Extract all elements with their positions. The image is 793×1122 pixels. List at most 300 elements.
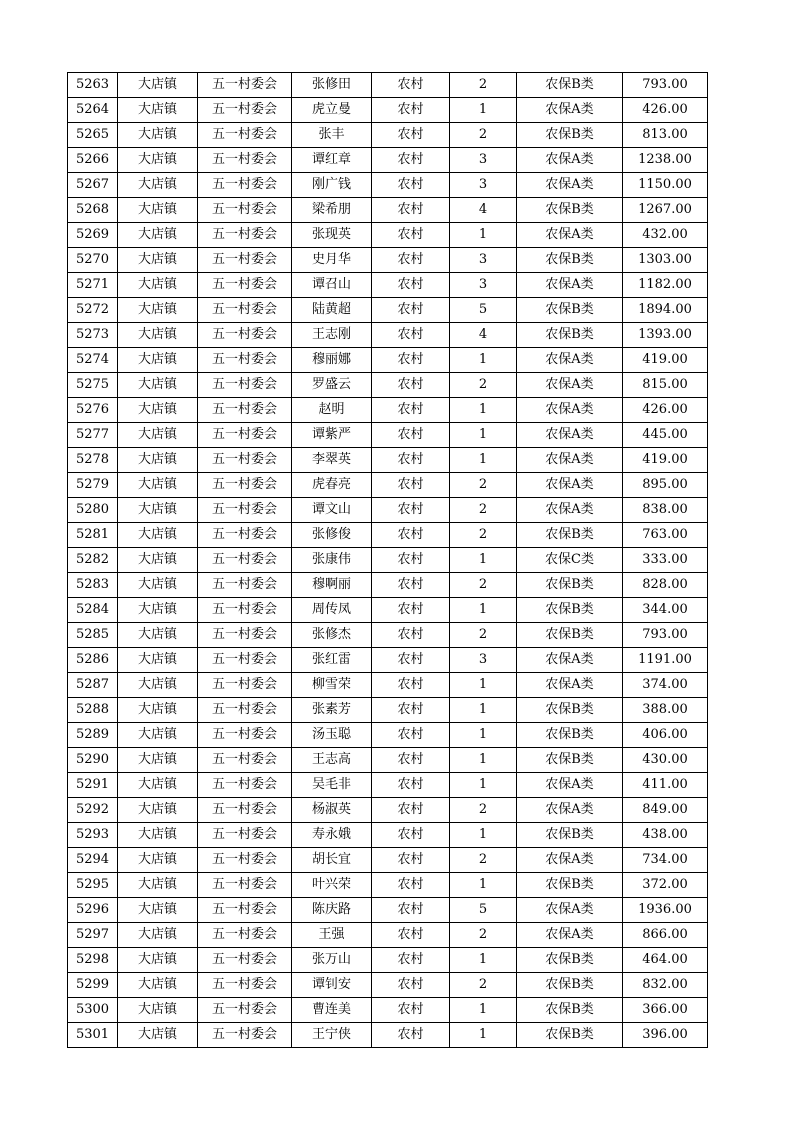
table-row bbox=[68, 673, 708, 698]
village-cell: 五一村委会 bbox=[198, 423, 292, 448]
id-cell: 5288 bbox=[68, 698, 118, 723]
id-cell: 5300 bbox=[68, 998, 118, 1023]
count-cell: 2 bbox=[450, 973, 517, 998]
id-cell: 5269 bbox=[68, 223, 118, 248]
category-cell: 农保B类 bbox=[517, 623, 623, 648]
name-cell: 谭文山 bbox=[292, 498, 372, 523]
count-cell: 3 bbox=[450, 148, 517, 173]
name-cell: 罗盛云 bbox=[292, 373, 372, 398]
village-cell: 五一村委会 bbox=[198, 998, 292, 1023]
count-cell: 2 bbox=[450, 798, 517, 823]
count-cell: 2 bbox=[450, 623, 517, 648]
type-cell: 农村 bbox=[372, 1023, 450, 1048]
village-cell: 五一村委会 bbox=[198, 498, 292, 523]
type-cell: 农村 bbox=[372, 148, 450, 173]
amount-cell: 438.00 bbox=[623, 823, 708, 848]
count-cell: 1 bbox=[450, 748, 517, 773]
amount-cell: 411.00 bbox=[623, 773, 708, 798]
count-cell: 3 bbox=[450, 273, 517, 298]
count-cell: 4 bbox=[450, 198, 517, 223]
name-cell: 张修田 bbox=[292, 73, 372, 98]
id-cell: 5289 bbox=[68, 723, 118, 748]
id-cell: 5263 bbox=[68, 73, 118, 98]
village-cell: 五一村委会 bbox=[198, 273, 292, 298]
type-cell: 农村 bbox=[372, 398, 450, 423]
count-cell: 1 bbox=[450, 348, 517, 373]
type-cell: 农村 bbox=[372, 573, 450, 598]
id-cell: 5280 bbox=[68, 498, 118, 523]
village-cell: 五一村委会 bbox=[198, 398, 292, 423]
category-cell: 农保B类 bbox=[517, 323, 623, 348]
amount-cell: 1303.00 bbox=[623, 248, 708, 273]
id-cell: 5297 bbox=[68, 923, 118, 948]
village-cell: 五一村委会 bbox=[198, 523, 292, 548]
count-cell: 2 bbox=[450, 73, 517, 98]
count-cell: 3 bbox=[450, 648, 517, 673]
name-cell: 刚广钱 bbox=[292, 173, 372, 198]
amount-cell: 866.00 bbox=[623, 923, 708, 948]
amount-cell: 388.00 bbox=[623, 698, 708, 723]
table-row bbox=[68, 223, 708, 248]
town-cell: 大店镇 bbox=[118, 548, 198, 573]
village-cell: 五一村委会 bbox=[198, 848, 292, 873]
category-cell: 农保A类 bbox=[517, 398, 623, 423]
count-cell: 2 bbox=[450, 123, 517, 148]
town-cell: 大店镇 bbox=[118, 648, 198, 673]
type-cell: 农村 bbox=[372, 348, 450, 373]
count-cell: 2 bbox=[450, 573, 517, 598]
category-cell: 农保A类 bbox=[517, 773, 623, 798]
id-cell: 5277 bbox=[68, 423, 118, 448]
id-cell: 5264 bbox=[68, 98, 118, 123]
count-cell: 2 bbox=[450, 523, 517, 548]
category-cell: 农保A类 bbox=[517, 923, 623, 948]
name-cell: 张修俊 bbox=[292, 523, 372, 548]
village-cell: 五一村委会 bbox=[198, 123, 292, 148]
id-cell: 5296 bbox=[68, 898, 118, 923]
village-cell: 五一村委会 bbox=[198, 873, 292, 898]
category-cell: 农保B类 bbox=[517, 298, 623, 323]
count-cell: 1 bbox=[450, 548, 517, 573]
type-cell: 农村 bbox=[372, 623, 450, 648]
amount-cell: 1894.00 bbox=[623, 298, 708, 323]
name-cell: 虎春亮 bbox=[292, 473, 372, 498]
village-cell: 五一村委会 bbox=[198, 98, 292, 123]
id-cell: 5298 bbox=[68, 948, 118, 973]
village-cell: 五一村委会 bbox=[198, 898, 292, 923]
town-cell: 大店镇 bbox=[118, 273, 198, 298]
village-cell: 五一村委会 bbox=[198, 923, 292, 948]
id-cell: 5276 bbox=[68, 398, 118, 423]
id-cell: 5291 bbox=[68, 773, 118, 798]
table-row bbox=[68, 498, 708, 523]
table-row bbox=[68, 773, 708, 798]
town-cell: 大店镇 bbox=[118, 998, 198, 1023]
id-cell: 5294 bbox=[68, 848, 118, 873]
name-cell: 张现英 bbox=[292, 223, 372, 248]
count-cell: 1 bbox=[450, 723, 517, 748]
count-cell: 2 bbox=[450, 923, 517, 948]
village-cell: 五一村委会 bbox=[198, 448, 292, 473]
table-row bbox=[68, 173, 708, 198]
type-cell: 农村 bbox=[372, 848, 450, 873]
table-row bbox=[68, 598, 708, 623]
amount-cell: 1936.00 bbox=[623, 898, 708, 923]
name-cell: 张红雷 bbox=[292, 648, 372, 673]
category-cell: 农保A类 bbox=[517, 148, 623, 173]
type-cell: 农村 bbox=[372, 898, 450, 923]
town-cell: 大店镇 bbox=[118, 623, 198, 648]
table-row bbox=[68, 573, 708, 598]
count-cell: 1 bbox=[450, 598, 517, 623]
category-cell: 农保A类 bbox=[517, 898, 623, 923]
village-cell: 五一村委会 bbox=[198, 698, 292, 723]
id-cell: 5279 bbox=[68, 473, 118, 498]
count-cell: 1 bbox=[450, 448, 517, 473]
town-cell: 大店镇 bbox=[118, 123, 198, 148]
name-cell: 梁希朋 bbox=[292, 198, 372, 223]
name-cell: 赵明 bbox=[292, 398, 372, 423]
table-row bbox=[68, 698, 708, 723]
table-row bbox=[68, 748, 708, 773]
town-cell: 大店镇 bbox=[118, 973, 198, 998]
table-row bbox=[68, 923, 708, 948]
type-cell: 农村 bbox=[372, 273, 450, 298]
type-cell: 农村 bbox=[372, 173, 450, 198]
category-cell: 农保A类 bbox=[517, 798, 623, 823]
name-cell: 王宁侠 bbox=[292, 1023, 372, 1048]
village-cell: 五一村委会 bbox=[198, 548, 292, 573]
amount-cell: 838.00 bbox=[623, 498, 708, 523]
town-cell: 大店镇 bbox=[118, 348, 198, 373]
type-cell: 农村 bbox=[372, 723, 450, 748]
type-cell: 农村 bbox=[372, 248, 450, 273]
count-cell: 2 bbox=[450, 848, 517, 873]
town-cell: 大店镇 bbox=[118, 598, 198, 623]
amount-cell: 1182.00 bbox=[623, 273, 708, 298]
name-cell: 张丰 bbox=[292, 123, 372, 148]
amount-cell: 815.00 bbox=[623, 373, 708, 398]
id-cell: 5275 bbox=[68, 373, 118, 398]
name-cell: 张康伟 bbox=[292, 548, 372, 573]
village-cell: 五一村委会 bbox=[198, 173, 292, 198]
category-cell: 农保B类 bbox=[517, 948, 623, 973]
amount-cell: 734.00 bbox=[623, 848, 708, 873]
name-cell: 虎立曼 bbox=[292, 98, 372, 123]
id-cell: 5278 bbox=[68, 448, 118, 473]
name-cell: 陈庆路 bbox=[292, 898, 372, 923]
amount-cell: 849.00 bbox=[623, 798, 708, 823]
table-row bbox=[68, 998, 708, 1023]
count-cell: 1 bbox=[450, 98, 517, 123]
roster-table bbox=[67, 72, 708, 1048]
amount-cell: 406.00 bbox=[623, 723, 708, 748]
name-cell: 谭红章 bbox=[292, 148, 372, 173]
amount-cell: 366.00 bbox=[623, 998, 708, 1023]
name-cell: 陆黄超 bbox=[292, 298, 372, 323]
category-cell: 农保B类 bbox=[517, 873, 623, 898]
table-row bbox=[68, 948, 708, 973]
town-cell: 大店镇 bbox=[118, 948, 198, 973]
table-row bbox=[68, 473, 708, 498]
table-row bbox=[68, 873, 708, 898]
id-cell: 5281 bbox=[68, 523, 118, 548]
id-cell: 5287 bbox=[68, 673, 118, 698]
table-row bbox=[68, 548, 708, 573]
town-cell: 大店镇 bbox=[118, 73, 198, 98]
count-cell: 4 bbox=[450, 323, 517, 348]
table-row bbox=[68, 98, 708, 123]
count-cell: 1 bbox=[450, 698, 517, 723]
town-cell: 大店镇 bbox=[118, 1023, 198, 1048]
village-cell: 五一村委会 bbox=[198, 473, 292, 498]
table-row bbox=[68, 723, 708, 748]
amount-cell: 374.00 bbox=[623, 673, 708, 698]
town-cell: 大店镇 bbox=[118, 423, 198, 448]
village-cell: 五一村委会 bbox=[198, 748, 292, 773]
type-cell: 农村 bbox=[372, 373, 450, 398]
count-cell: 2 bbox=[450, 498, 517, 523]
category-cell: 农保B类 bbox=[517, 573, 623, 598]
town-cell: 大店镇 bbox=[118, 448, 198, 473]
count-cell: 5 bbox=[450, 898, 517, 923]
category-cell: 农保A类 bbox=[517, 448, 623, 473]
town-cell: 大店镇 bbox=[118, 173, 198, 198]
name-cell: 张素芳 bbox=[292, 698, 372, 723]
category-cell: 农保C类 bbox=[517, 548, 623, 573]
count-cell: 3 bbox=[450, 248, 517, 273]
type-cell: 农村 bbox=[372, 98, 450, 123]
category-cell: 农保A类 bbox=[517, 173, 623, 198]
amount-cell: 813.00 bbox=[623, 123, 708, 148]
town-cell: 大店镇 bbox=[118, 523, 198, 548]
category-cell: 农保A类 bbox=[517, 223, 623, 248]
amount-cell: 1393.00 bbox=[623, 323, 708, 348]
town-cell: 大店镇 bbox=[118, 148, 198, 173]
town-cell: 大店镇 bbox=[118, 473, 198, 498]
type-cell: 农村 bbox=[372, 448, 450, 473]
id-cell: 5271 bbox=[68, 273, 118, 298]
type-cell: 农村 bbox=[372, 298, 450, 323]
table-row bbox=[68, 398, 708, 423]
id-cell: 5292 bbox=[68, 798, 118, 823]
category-cell: 农保B类 bbox=[517, 823, 623, 848]
id-cell: 5273 bbox=[68, 323, 118, 348]
table-row bbox=[68, 648, 708, 673]
type-cell: 农村 bbox=[372, 473, 450, 498]
town-cell: 大店镇 bbox=[118, 323, 198, 348]
name-cell: 谭紫严 bbox=[292, 423, 372, 448]
category-cell: 农保B类 bbox=[517, 748, 623, 773]
amount-cell: 1150.00 bbox=[623, 173, 708, 198]
id-cell: 5267 bbox=[68, 173, 118, 198]
type-cell: 农村 bbox=[372, 523, 450, 548]
village-cell: 五一村委会 bbox=[198, 798, 292, 823]
category-cell: 农保B类 bbox=[517, 248, 623, 273]
id-cell: 5285 bbox=[68, 623, 118, 648]
table-row bbox=[68, 248, 708, 273]
name-cell: 周传凤 bbox=[292, 598, 372, 623]
category-cell: 农保A类 bbox=[517, 848, 623, 873]
count-cell: 1 bbox=[450, 823, 517, 848]
town-cell: 大店镇 bbox=[118, 98, 198, 123]
town-cell: 大店镇 bbox=[118, 823, 198, 848]
category-cell: 农保B类 bbox=[517, 123, 623, 148]
table-row bbox=[68, 1023, 708, 1048]
type-cell: 农村 bbox=[372, 748, 450, 773]
town-cell: 大店镇 bbox=[118, 698, 198, 723]
village-cell: 五一村委会 bbox=[198, 148, 292, 173]
amount-cell: 344.00 bbox=[623, 598, 708, 623]
type-cell: 农村 bbox=[372, 648, 450, 673]
name-cell: 穆啊丽 bbox=[292, 573, 372, 598]
id-cell: 5282 bbox=[68, 548, 118, 573]
village-cell: 五一村委会 bbox=[198, 973, 292, 998]
id-cell: 5290 bbox=[68, 748, 118, 773]
type-cell: 农村 bbox=[372, 698, 450, 723]
name-cell: 穆丽娜 bbox=[292, 348, 372, 373]
amount-cell: 396.00 bbox=[623, 1023, 708, 1048]
name-cell: 寿永娥 bbox=[292, 823, 372, 848]
table-row bbox=[68, 273, 708, 298]
village-cell: 五一村委会 bbox=[198, 298, 292, 323]
id-cell: 5272 bbox=[68, 298, 118, 323]
roster-body bbox=[68, 73, 708, 1048]
name-cell: 李翠英 bbox=[292, 448, 372, 473]
village-cell: 五一村委会 bbox=[198, 1023, 292, 1048]
amount-cell: 445.00 bbox=[623, 423, 708, 448]
id-cell: 5268 bbox=[68, 198, 118, 223]
type-cell: 农村 bbox=[372, 923, 450, 948]
id-cell: 5274 bbox=[68, 348, 118, 373]
type-cell: 农村 bbox=[372, 873, 450, 898]
name-cell: 叶兴荣 bbox=[292, 873, 372, 898]
type-cell: 农村 bbox=[372, 73, 450, 98]
count-cell: 1 bbox=[450, 223, 517, 248]
type-cell: 农村 bbox=[372, 548, 450, 573]
town-cell: 大店镇 bbox=[118, 923, 198, 948]
count-cell: 2 bbox=[450, 373, 517, 398]
village-cell: 五一村委会 bbox=[198, 648, 292, 673]
type-cell: 农村 bbox=[372, 223, 450, 248]
name-cell: 史月华 bbox=[292, 248, 372, 273]
name-cell: 汤玉聪 bbox=[292, 723, 372, 748]
id-cell: 5293 bbox=[68, 823, 118, 848]
amount-cell: 333.00 bbox=[623, 548, 708, 573]
type-cell: 农村 bbox=[372, 673, 450, 698]
category-cell: 农保A类 bbox=[517, 648, 623, 673]
town-cell: 大店镇 bbox=[118, 673, 198, 698]
town-cell: 大店镇 bbox=[118, 248, 198, 273]
category-cell: 农保B类 bbox=[517, 698, 623, 723]
type-cell: 农村 bbox=[372, 123, 450, 148]
town-cell: 大店镇 bbox=[118, 748, 198, 773]
count-cell: 5 bbox=[450, 298, 517, 323]
table-row bbox=[68, 823, 708, 848]
id-cell: 5295 bbox=[68, 873, 118, 898]
name-cell: 谭钊安 bbox=[292, 973, 372, 998]
count-cell: 1 bbox=[450, 873, 517, 898]
count-cell: 1 bbox=[450, 998, 517, 1023]
town-cell: 大店镇 bbox=[118, 723, 198, 748]
name-cell: 王志刚 bbox=[292, 323, 372, 348]
count-cell: 1 bbox=[450, 948, 517, 973]
amount-cell: 763.00 bbox=[623, 523, 708, 548]
type-cell: 农村 bbox=[372, 998, 450, 1023]
village-cell: 五一村委会 bbox=[198, 573, 292, 598]
count-cell: 3 bbox=[450, 173, 517, 198]
name-cell: 张万山 bbox=[292, 948, 372, 973]
count-cell: 1 bbox=[450, 398, 517, 423]
category-cell: 农保B类 bbox=[517, 73, 623, 98]
id-cell: 5266 bbox=[68, 148, 118, 173]
village-cell: 五一村委会 bbox=[198, 948, 292, 973]
village-cell: 五一村委会 bbox=[198, 673, 292, 698]
table-row bbox=[68, 448, 708, 473]
village-cell: 五一村委会 bbox=[198, 623, 292, 648]
amount-cell: 1238.00 bbox=[623, 148, 708, 173]
category-cell: 农保A类 bbox=[517, 98, 623, 123]
amount-cell: 432.00 bbox=[623, 223, 708, 248]
amount-cell: 793.00 bbox=[623, 73, 708, 98]
amount-cell: 464.00 bbox=[623, 948, 708, 973]
count-cell: 1 bbox=[450, 773, 517, 798]
count-cell: 1 bbox=[450, 1023, 517, 1048]
table-row bbox=[68, 123, 708, 148]
table-row bbox=[68, 298, 708, 323]
town-cell: 大店镇 bbox=[118, 298, 198, 323]
village-cell: 五一村委会 bbox=[198, 598, 292, 623]
town-cell: 大店镇 bbox=[118, 573, 198, 598]
type-cell: 农村 bbox=[372, 973, 450, 998]
table-row bbox=[68, 148, 708, 173]
table-row bbox=[68, 198, 708, 223]
amount-cell: 426.00 bbox=[623, 98, 708, 123]
amount-cell: 1267.00 bbox=[623, 198, 708, 223]
village-cell: 五一村委会 bbox=[198, 373, 292, 398]
village-cell: 五一村委会 bbox=[198, 723, 292, 748]
count-cell: 1 bbox=[450, 673, 517, 698]
category-cell: 农保B类 bbox=[517, 598, 623, 623]
village-cell: 五一村委会 bbox=[198, 248, 292, 273]
count-cell: 1 bbox=[450, 423, 517, 448]
town-cell: 大店镇 bbox=[118, 398, 198, 423]
village-cell: 五一村委会 bbox=[198, 823, 292, 848]
type-cell: 农村 bbox=[372, 948, 450, 973]
amount-cell: 419.00 bbox=[623, 348, 708, 373]
id-cell: 5270 bbox=[68, 248, 118, 273]
amount-cell: 426.00 bbox=[623, 398, 708, 423]
count-cell: 2 bbox=[450, 473, 517, 498]
village-cell: 五一村委会 bbox=[198, 73, 292, 98]
amount-cell: 372.00 bbox=[623, 873, 708, 898]
amount-cell: 793.00 bbox=[623, 623, 708, 648]
table-row bbox=[68, 973, 708, 998]
village-cell: 五一村委会 bbox=[198, 773, 292, 798]
amount-cell: 419.00 bbox=[623, 448, 708, 473]
table-row bbox=[68, 848, 708, 873]
type-cell: 农村 bbox=[372, 823, 450, 848]
name-cell: 张修杰 bbox=[292, 623, 372, 648]
name-cell: 杨淑英 bbox=[292, 798, 372, 823]
town-cell: 大店镇 bbox=[118, 373, 198, 398]
id-cell: 5299 bbox=[68, 973, 118, 998]
category-cell: 农保B类 bbox=[517, 723, 623, 748]
name-cell: 王强 bbox=[292, 923, 372, 948]
table-row bbox=[68, 423, 708, 448]
amount-cell: 828.00 bbox=[623, 573, 708, 598]
type-cell: 农村 bbox=[372, 198, 450, 223]
